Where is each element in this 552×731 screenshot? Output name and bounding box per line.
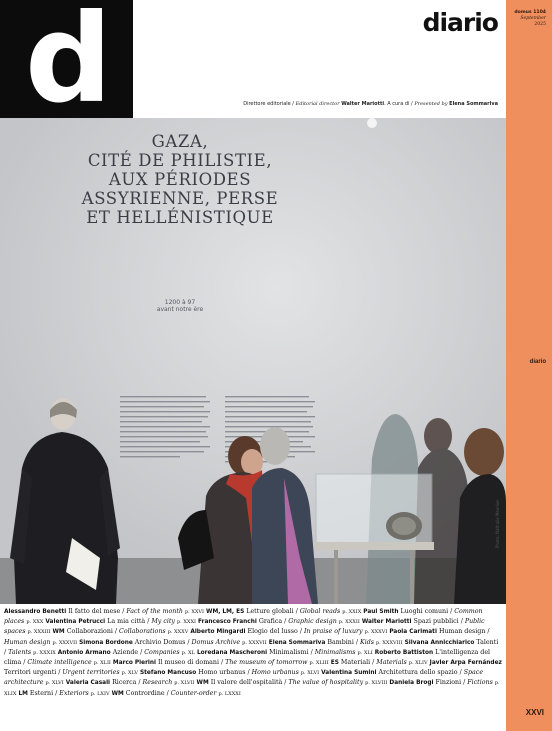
toc-author: LM	[18, 690, 28, 697]
toc-page: p. XLIX	[4, 680, 500, 697]
toc-entry: WM Collaborazioni / Collaborations p. XXXV	[52, 628, 189, 636]
wall-title	[0, 132, 360, 227]
toc-title-en: Counter-order	[170, 689, 217, 697]
ceiling-spotlight	[367, 118, 377, 128]
toc-title-en: Fact of the month	[126, 608, 183, 615]
toc-page: p. XLVIII	[365, 680, 388, 687]
toc-author: Silvana Annicchiarico	[404, 639, 475, 646]
toc-title-it: Ricerca	[112, 679, 137, 687]
toc-entry: WM, LM, ES Letture globali / Global reads p. XXIX	[206, 608, 362, 615]
issue-info	[514, 10, 546, 28]
toc-title-it: Territori urgenti	[4, 669, 57, 677]
toc-entry: ES Materiali / Materials p. XLIV	[330, 659, 428, 667]
toc-author: Paola Carimati	[389, 629, 437, 636]
toc-page: p. XXX	[26, 619, 44, 626]
toc-entry: Alberto Mingardi Elogio del lusso / In praise of luxury p. XXXVI	[190, 628, 388, 636]
toc-title-en: Domus Archive	[191, 638, 241, 646]
toc-author: Daniela Brogi	[389, 680, 434, 687]
toc-author: Marco Pierini	[112, 660, 157, 667]
toc-page: p. XXXII	[338, 619, 360, 626]
toc-author: Javier Arpa Fernández	[429, 660, 502, 667]
toc-page: p. XLI	[357, 649, 373, 656]
toc-title-en: Minimalisms	[314, 648, 356, 656]
toc-author: ES	[330, 660, 339, 667]
photo-credit: Photo: Nathalie Meunier	[495, 499, 500, 548]
toc-page: p. XXXVIII	[375, 639, 403, 646]
toc-page: p. XXXI	[176, 619, 197, 626]
toc-title-it: L'intelligenza del clima	[4, 648, 491, 667]
toc-title-en: Climate intelligence	[27, 659, 92, 667]
domus-logo: d	[0, 0, 133, 118]
toc-title-en: Graphic design	[288, 618, 337, 626]
wall-title-line: ET HELLÉNISTIQUE	[86, 208, 274, 227]
toc-title-it: Bambini	[327, 638, 354, 646]
toc-title-it: Il valore dell'ospitalità	[210, 679, 283, 687]
issue-year: 2025	[534, 22, 546, 27]
toc-title-it: Il museo di domani	[158, 659, 219, 667]
toc-entry: Antonio Armano Aziende / Companies p. XL	[57, 648, 195, 656]
wall-title-line: AUX PÉRIODES	[108, 170, 252, 189]
wall-date	[110, 299, 250, 313]
toc-title-it: Luoghi comuni	[400, 608, 449, 615]
toc-entry: Walter Mariotti Spazi pubblici / Public spaces p. XXXIII	[4, 618, 485, 636]
issue-number: domus 1104	[514, 10, 546, 15]
toc-title-it: Collaborazioni	[66, 628, 113, 636]
toc-entry: Valentina Petrucci La mia città / My city p. XXXI	[45, 618, 197, 626]
toc-author: Elena Sommariva	[268, 639, 326, 646]
toc-title-it: Homo urbanus	[198, 669, 246, 677]
toc-author: WM	[52, 629, 65, 636]
toc-title-en: My city	[151, 618, 175, 626]
toc-entry: Elena Sommariva Bambini / Kids p. XXXVIII	[268, 638, 403, 646]
toc-title-en: Global reads	[299, 608, 341, 615]
toc-entry: Daniela Brogi Finzioni / Fictions p. XLIX	[4, 679, 500, 697]
toc-entry: Valeria Casali Ricerca / Research p. XLVII	[65, 679, 195, 687]
toc-title-it: Elogio del lusso	[247, 628, 298, 636]
toc-title-en: In praise of luxury	[303, 628, 363, 636]
sidebar-section-label: diario	[529, 359, 546, 365]
toc-page: p. XXXIX	[33, 649, 56, 656]
toc-title-it: Finzioni	[435, 679, 462, 687]
toc-title-it: Archivio Domus	[134, 638, 186, 646]
toc-page: p. XLVII	[174, 680, 195, 687]
wall-date-line: avant notre ère	[156, 306, 204, 313]
toc-title-en: Materials	[376, 659, 407, 667]
toc-page: p. XLII	[93, 660, 111, 667]
toc-page: p. XLIV	[408, 660, 428, 667]
wall-title-line: GAZA,	[151, 132, 209, 151]
toc-page: p. XXXIII	[27, 629, 51, 636]
toc-title-it: Esterni	[29, 689, 54, 697]
toc-title-it: Minimalismi	[269, 648, 309, 656]
toc-entry: Marco Pierini Il museo di domani / The museum of tomorrow p. XLIII	[112, 659, 329, 667]
toc-entry: Stefano Mancuso Homo urbanus / Homo urbanus p. XLVI	[139, 669, 320, 677]
toc-title-en: Companies	[144, 648, 180, 656]
page-number: XXVI	[525, 708, 544, 717]
toc-entry: Loredana Mascheroni Minimalismi / Minimalisms p. XLI	[196, 648, 373, 656]
toc-author: Francesco Franchi	[198, 619, 257, 626]
director-label-en: Editorial director	[295, 101, 340, 107]
toc-author: Walter Mariotti	[361, 619, 412, 626]
toc-entry: Valentina Sumini Architettura dello spazio / Space architecture p. XLVI	[4, 669, 484, 687]
toc-title-en: Common places	[4, 608, 483, 626]
toc-title-it: La mia città	[107, 618, 146, 626]
toc-entry: Francesco Franchi Grafica / Graphic design p. XXXII	[198, 618, 360, 626]
editorial-credits	[243, 101, 498, 107]
toc-title-it: Architettura dello spazio	[378, 669, 458, 677]
toc-title-en: The museum of tomorrow	[225, 659, 308, 667]
toc-entry: Simona Bordone Archivio Domus / Domus Archive p. XXXVII	[79, 638, 267, 646]
curated-label-en: Presented by	[414, 101, 448, 107]
toc-page: p. XXXVII	[52, 639, 78, 646]
toc-author: Stefano Mancuso	[139, 670, 197, 677]
wall-title-line: ASSYRIENNE, PERSE	[81, 189, 279, 208]
cover-photo	[0, 118, 506, 604]
toc-title-it: Spazi pubblici	[413, 618, 459, 626]
toc-title-it: Letture globali	[246, 608, 294, 615]
issue-month: September	[520, 16, 546, 21]
toc-page: p. XLV	[121, 670, 138, 677]
toc-title-en: Space architecture	[4, 669, 484, 687]
toc-author: WM	[111, 690, 124, 697]
toc-author: Alessandro Benetti	[4, 609, 67, 615]
toc-author: Paul Smith	[363, 609, 399, 615]
toc-entry: WM Il valore dell'ospitalità / The value of hospitality p. XLVIII	[196, 679, 388, 687]
toc-title-en: The value of hospitality	[288, 679, 364, 687]
table-of-contents	[4, 607, 502, 699]
toc-page: p. XXXVII	[242, 639, 267, 646]
toc-entry: Paola Carimati Human design / Human design p. XXXVII	[4, 628, 490, 646]
toc-author: Valeria Casali	[65, 680, 111, 687]
wall-date-line: 1200 à 97	[164, 299, 196, 306]
toc-author: Simona Bordone	[79, 639, 133, 646]
toc-title-it: Materiali	[340, 659, 371, 667]
toc-title-it: Contrordine	[125, 689, 165, 697]
toc-title-en: Research	[142, 679, 173, 687]
toc-author: Valentina Petrucci	[45, 619, 106, 626]
toc-author: WM, LM, ES	[206, 609, 245, 615]
toc-entry: Paul Smith Luoghi comuni / Common places p. XXX	[4, 608, 483, 626]
toc-author: Alberto Mingardi	[190, 629, 246, 636]
toc-entry: Roberto Battiston L'intelligenza del clima / Climate intelligence p. XLII	[4, 648, 491, 667]
curator-name: Elena Sommariva	[449, 101, 498, 107]
toc-title-en: Exteriors	[59, 689, 89, 697]
toc-page: p. XXXV	[167, 629, 189, 636]
toc-author: Loredana Mascheroni	[196, 649, 268, 656]
toc-entry: LM Esterni / Exteriors p. LXIV	[18, 689, 110, 697]
curated-label-it: . A cura di /	[384, 101, 413, 107]
toc-title-en: Public spaces	[4, 618, 485, 636]
director-label-it: Direttore editoriale /	[243, 101, 294, 107]
toc-title-it: Talenti	[476, 638, 499, 646]
toc-title-en: Fictions	[467, 679, 493, 687]
section-wordmark: diario	[422, 8, 498, 37]
toc-page: p. XXVI	[184, 609, 205, 615]
toc-page: p. XLVI	[300, 670, 320, 677]
toc-page: p. XLIII	[309, 660, 329, 667]
toc-author: Valentina Sumini	[321, 670, 377, 677]
toc-author: Roberto Battiston	[374, 649, 434, 656]
toc-title-it: Grafica	[258, 618, 283, 626]
toc-title-it: Il fatto del mese	[68, 608, 121, 615]
toc-title-en: Urgent territories	[62, 669, 120, 677]
toc-title-en: Homo urbanus	[251, 669, 299, 677]
toc-entry: Silvana Annicchiarico Talenti / Talents p. XXXIX	[4, 638, 499, 656]
toc-title-en: Talents	[8, 648, 32, 656]
toc-entry: Alessandro Benetti Il fatto del mese / Fact of the month p. XXVI	[4, 608, 205, 615]
toc-title-it: Aziende	[112, 648, 139, 656]
orange-sidebar	[506, 0, 552, 731]
toc-title-en: Human design	[4, 638, 51, 646]
toc-page: p. LXXXI	[218, 690, 241, 697]
toc-title-en: Collaborations	[119, 628, 166, 636]
toc-title-en: Kids	[359, 638, 374, 646]
toc-page: p. XL	[181, 649, 195, 656]
toc-page: p. XXXVI	[364, 629, 388, 636]
toc-entry: Javier Arpa Fernández Territori urgenti / Urgent territories p. XLV	[4, 660, 502, 677]
toc-page: p. XXIX	[342, 609, 362, 615]
toc-author: WM	[196, 680, 209, 687]
toc-entry: WM Contrordine / Counter-order p. LXXXI	[111, 689, 241, 697]
toc-author: Antonio Armano	[57, 649, 111, 656]
director-name: Walter Mariotti	[341, 101, 385, 107]
toc-title-it: Human design	[438, 628, 486, 636]
wall-title-line: CITÉ DE PHILISTIE,	[87, 151, 273, 170]
toc-page: p. LXIV	[90, 690, 110, 697]
toc-page: p. XLVI	[45, 680, 64, 687]
